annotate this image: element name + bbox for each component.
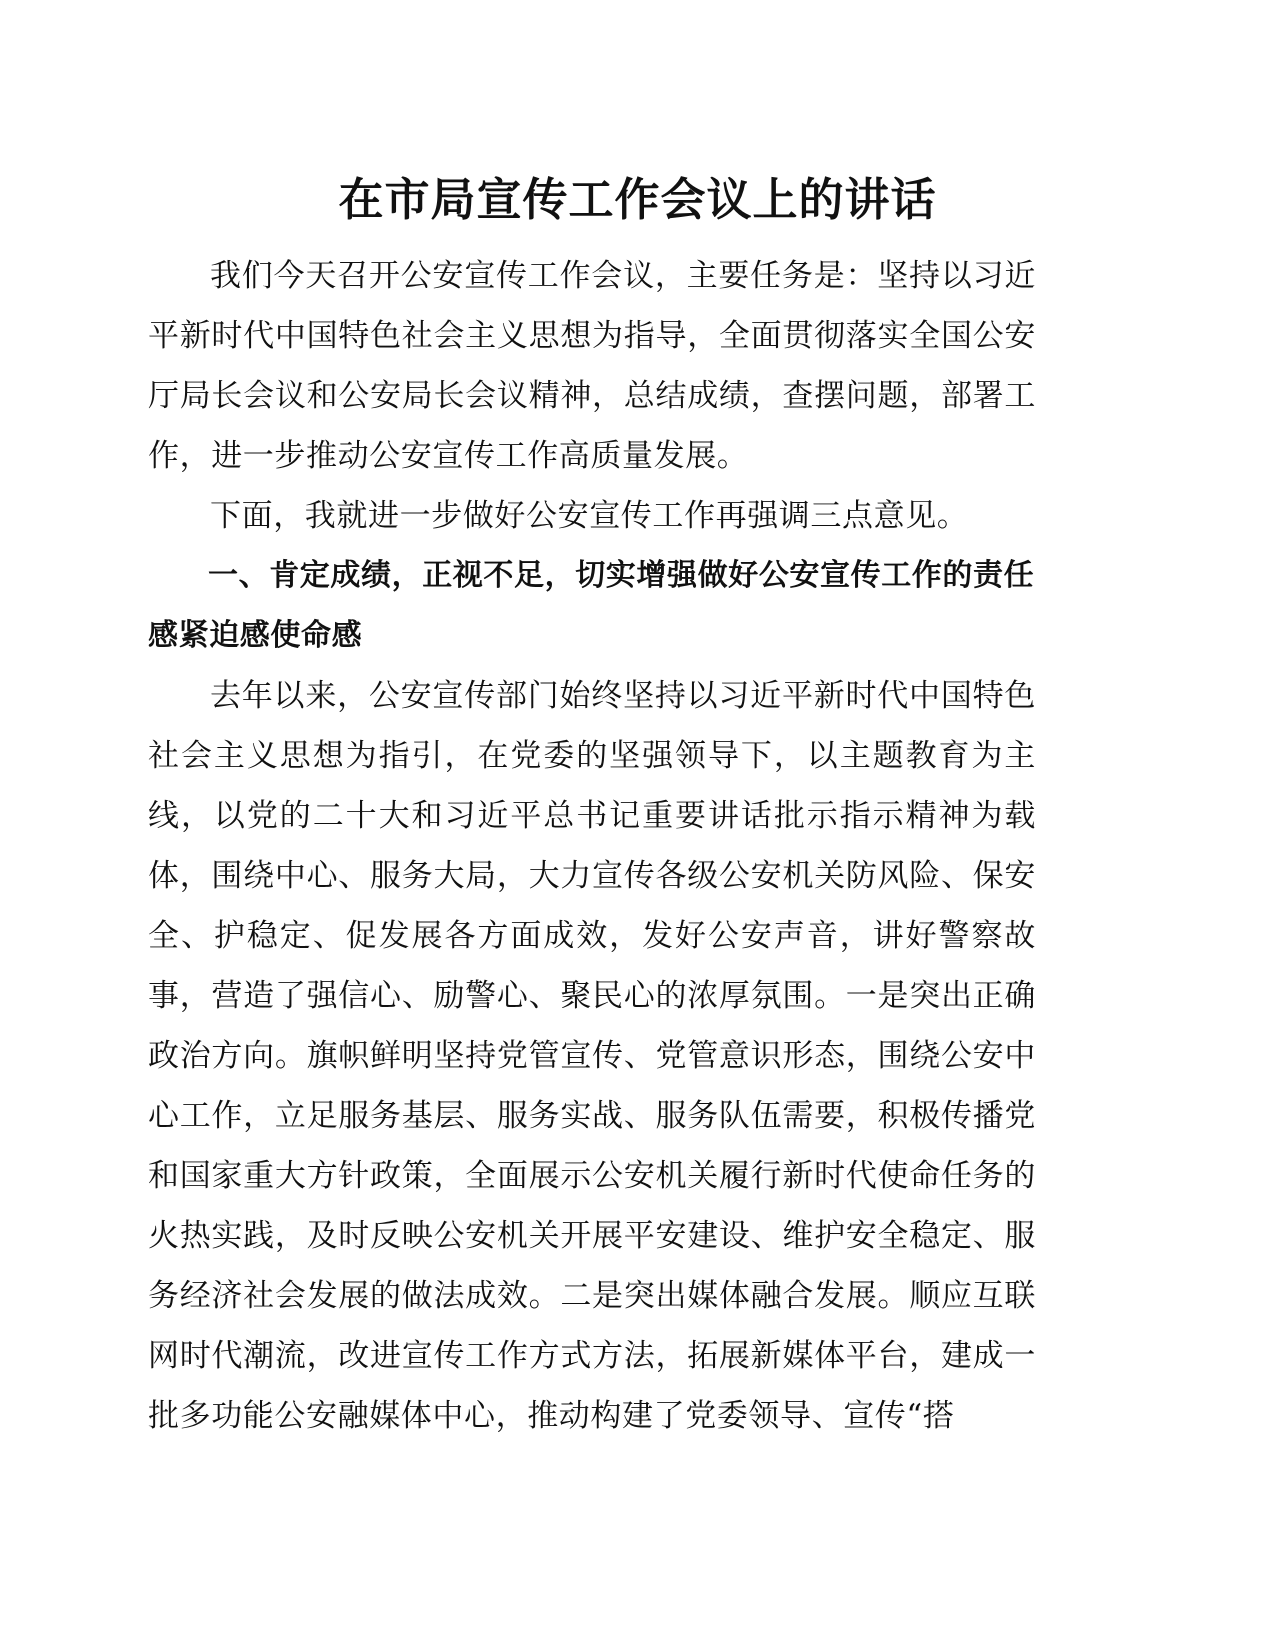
intro-paragraph: 我们今天召开公安宣传工作会议，主要任务是：坚持以习近平新时代中国特色社会主义思想为指导，全面贯彻落实全国公安厅局长会议和公安局长会议精神，总结成绩，查摆问题，部署工作，进一步推动公安宣传工作高质量发展。	[148, 258, 1036, 474]
outline-paragraph: 下面，我就进一步做好公安宣传工作再强调三点意见。	[210, 498, 969, 534]
section-1-paragraph: 去年以来，公安宣传部门始终坚持以习近平新时代中国特色社会主义思想为指引，在党委的坚强领导下，以主题教育为主线，以党的二十大和习近平总书记重要讲话批示指示精神为载体，围绕中心、服务大局，大力宣传各级公安机关防风险、保安全、护稳定、促发展各方面成效，发好公安声音，讲好警察故事，营造了强信心、励警心、聚民心的浓厚氛围。一是突出正确政治方向。旗帜鲜明坚持党管宣传、党管意识形态，围绕公安中心工作，立足服务基层、服务实战、服务队伍需要，积极传播党和国家重大方针政策，全面展示公安机关履行新时代使命任务的火热实践，及时反映公安机关开展平安建设、维护安全稳定、服务经济社会发展的做法成效。二是突出媒体融合发展。顺应互联网时代潮流，改进宣传工作方式方法，拓展新媒体平台，建成一批多功能公安融媒体中心，推动构建了党委领导、宣传“搭	[148, 678, 1036, 1434]
document-body	[148, 246, 1036, 1446]
document-title: 在市局宣传工作会议上的讲话	[338, 173, 937, 226]
section-heading-1: 一、肯定成绩，正视不足，切实增强做好公安宣传工作的责任感紧迫感使命感	[148, 558, 1035, 653]
